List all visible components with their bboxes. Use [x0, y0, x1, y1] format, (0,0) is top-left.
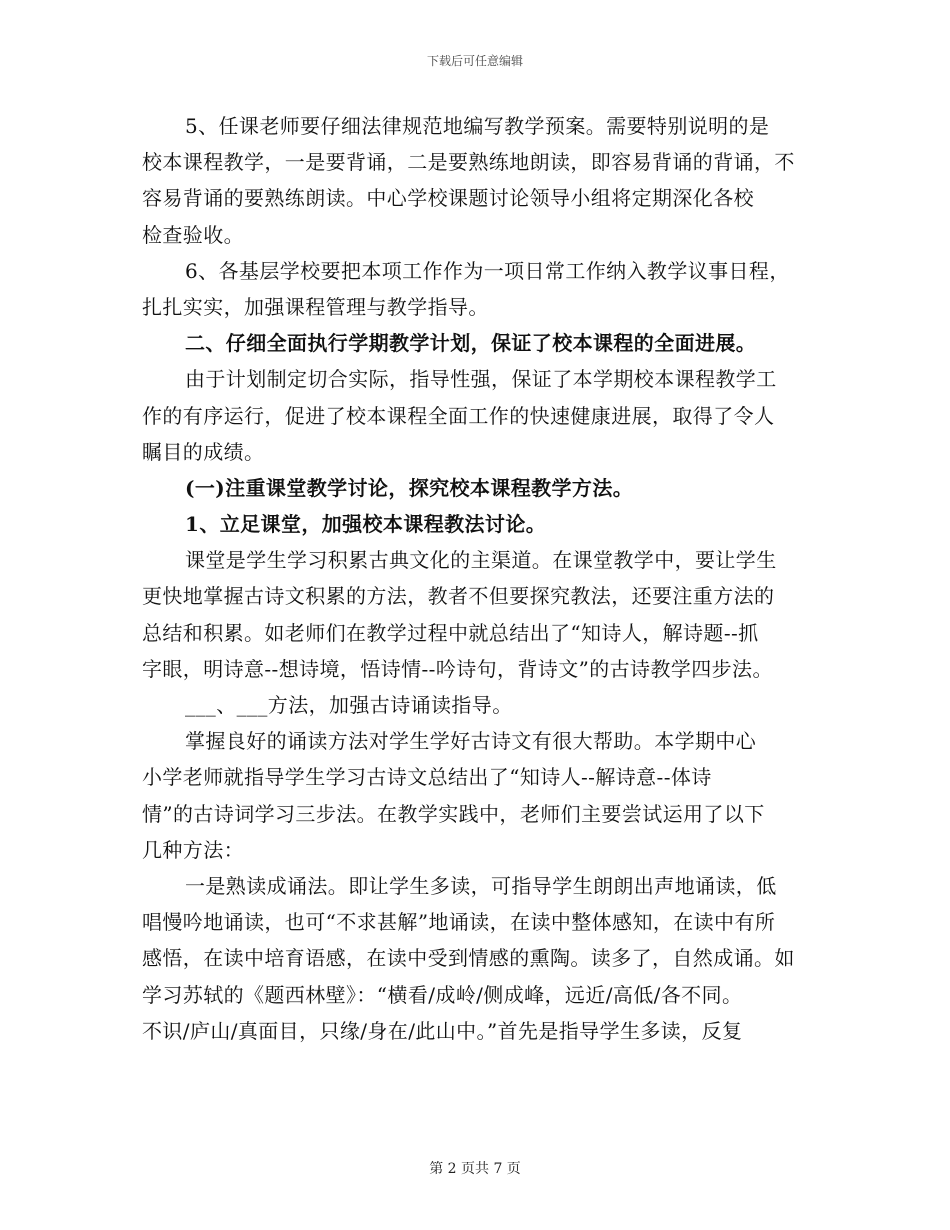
document-body	[142, 108, 822, 1049]
text-line: 唱慢吟地诵读，也可“不求甚解”地诵读，在读中整体感知，在读中有所	[142, 910, 776, 935]
text-line: 5、任课老师要仔细法律规范地编写教学预案。需要特别说明的是	[185, 114, 770, 138]
text-line: 字眼，明诗意--想诗境，悟诗情--吟诗句，背诗文”的古诗教学四步法。	[142, 656, 773, 681]
section-heading-line: 1、立足课堂，加强校本课程教法讨论。	[185, 512, 547, 537]
text-line: 总结和积累。如老师们在教学过程中就总结出了“知诗人，解诗题--抓	[142, 620, 759, 645]
text-line: 感悟，在读中培育语感，在读中受到情感的熏陶。读多了，自然成诵。如	[142, 946, 795, 971]
text-line: 6、各基层学校要把本项工作作为一项日常工作纳入教学议事日程，	[185, 258, 790, 283]
text-line: 情”的古诗词学习三步法。在教学实践中，老师们主要尝试运用了以下	[142, 801, 765, 826]
text-line: 掌握良好的诵读方法对学生学好古诗文有很大帮助。本学期中心	[185, 729, 757, 754]
text-line: 瞩目的成绩。	[142, 439, 265, 464]
section-heading-line: (一)注重课堂教学讨论，探究校本课程教学方法。	[185, 475, 634, 500]
text-line: 扎扎实实，加强课程管理与教学指导。	[142, 294, 489, 319]
text-line: 学习苏轼的《题西林壁》：“横看/成岭/侧成峰，远近/高低/各不同。	[142, 982, 743, 1007]
text-line: 校本课程教学，一是要背诵，二是要熟练地朗读，即容易背诵的背诵，不	[142, 150, 795, 175]
text-line: 容易背诵的要熟练朗读。中心学校课题讨论领导小组将定期深化各校	[142, 186, 754, 211]
text-line: 作的有序运行，促进了校本课程全面工作的快速健康进展，取得了令人	[142, 403, 775, 428]
section-heading-line: 二、仔细全面执行学期教学计划，保证了校本课程的全面进展。	[185, 331, 757, 356]
text-line: 课堂是学生学习积累古典文化的主渠道。在课堂教学中，要让学生	[185, 548, 777, 573]
text-line: 由于计划制定切合实际，指导性强，保证了本学期校本课程教学工	[185, 367, 777, 392]
text-line: 小学老师就指导学生学习古诗文总结出了“知诗人--解诗意--体诗	[142, 765, 712, 790]
text-line: 更快地掌握古诗文积累的方法，教者不但要探究教法，还要注重方法的	[142, 584, 775, 609]
page-header: 下载后可任意编辑	[426, 54, 523, 68]
text-line: 几种方法：	[142, 837, 244, 862]
text-line: 一是熟读成诵法。即让学生多读，可指导学生朗朗出声地诵读，低	[185, 873, 777, 898]
text-line: 不识/庐山/真面目，只缘/身在/此山中。”首先是指导学生多读，反复	[142, 1018, 743, 1043]
page-footer: 第 2 页共 7 页	[429, 1161, 521, 1177]
text-line: ___、___方法，加强古诗诵读指导。	[185, 693, 513, 717]
text-line: 检查验收。	[142, 222, 244, 247]
